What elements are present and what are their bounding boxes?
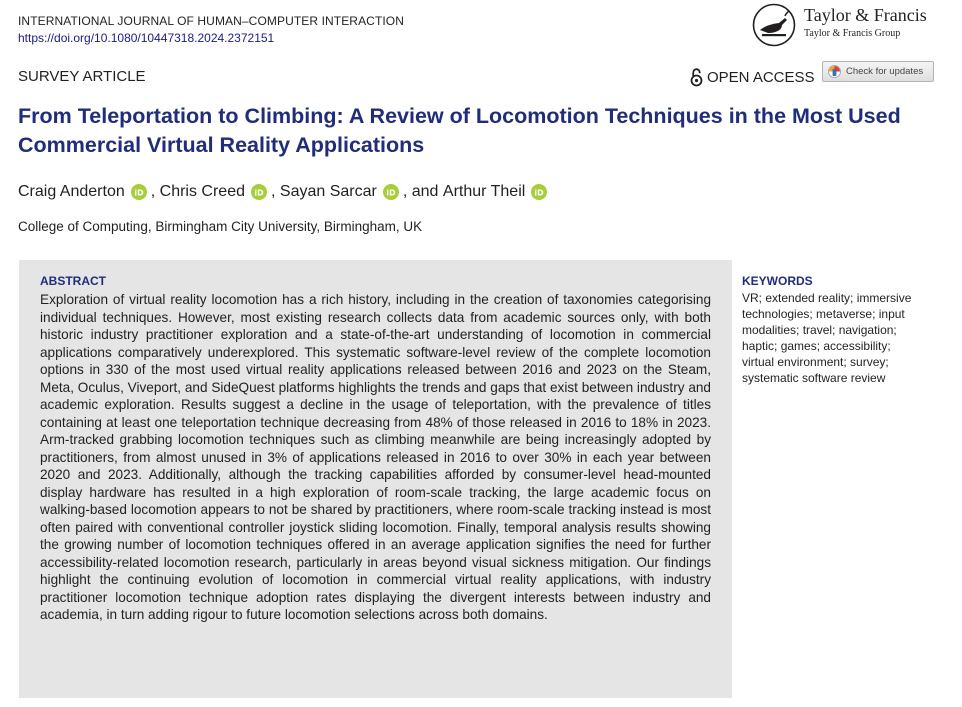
- orcid-icon[interactable]: [531, 184, 547, 200]
- author-separator: ,: [150, 183, 156, 200]
- check-for-updates-label: Check for updates: [846, 66, 924, 77]
- doi-link[interactable]: https://doi.org/10.1080/10447318.2024.2372151: [18, 31, 275, 45]
- article-type: SURVEY ARTICLE: [18, 68, 146, 85]
- publisher-group: Taylor & Francis Group: [804, 28, 901, 39]
- publisher-logo-block: [752, 3, 952, 47]
- svg-text:iD: iD: [534, 188, 544, 198]
- open-lock-icon: [690, 68, 703, 87]
- lamp-logo-icon: [752, 3, 796, 47]
- svg-text:iD: iD: [134, 188, 144, 198]
- abstract-heading: ABSTRACT: [40, 274, 106, 288]
- open-access-badge: [690, 67, 815, 87]
- author-name[interactable]: Sayan Sarcar: [279, 183, 377, 200]
- orcid-icon[interactable]: [251, 184, 267, 200]
- keywords-heading: KEYWORDS: [742, 274, 813, 288]
- journal-name: INTERNATIONAL JOURNAL OF HUMAN–COMPUTER INTERACTION: [18, 14, 405, 28]
- check-for-updates-button[interactable]: [822, 61, 934, 82]
- author-name[interactable]: Craig Anderton: [18, 183, 125, 200]
- author-separator: ,: [271, 183, 276, 200]
- abstract-text: Exploration of virtual reality locomotion has a rich history, including in the creation of taxonomies categorising individual techniques. However, most existing research collects data from academic sources only, with both historic industry practitioner exploration and a state-of-the-art understanding of locomotion in commercial applications comparatively underexplored. This systematic software-level review of the complete locomotion options in 330 of the most used virtual reality applications released between 2016 and 2023 on the Steam, Meta, Oculus, Viveport, and SideQuest platforms highlights the trends and gaps that exist between industry and academic exploration. Results suggest a decline in the usage of teleportation, with the prevalence of titles containing at least one teleportation technique decreasing from 48% of those released in 2016 to 18% in 2023. Arm-tracked grabbing locomotion techniques such as climbing meanwhile are being increasingly adopted by practitioners, from almost unused in 3% of applications released in 2016 to over 30% in each year between 2020 and 2023. Additionally, although the tracking capabilities afforded by consumer-level head-mounted display hardware has resulted in a high exploration of room-scale tracking, the large academic focus on walking-based locomotion appears to not be shared by practitioners, where room-scale tracking instead is most often paired with conventional controller joystick sliding locomotion. Finally, temporal analysis results showing the growing number of locomotion techniques offered in an average application signifies the need for further accessibility-related locomotion research, particularly in areas beyond visual sickness mitigation. Our findings highlight the continuing evolution of locomotion in commercial virtual reality applications, with industry practitioner locomotion technique adoption rates displaying the divergent interests between industry and academia, in turn adding rigour to future locomotion selections across both domains.: [40, 292, 711, 622]
- abstract-panel: [19, 260, 732, 698]
- author-name[interactable]: Arthur Theil: [442, 183, 526, 200]
- svg-text:iD: iD: [254, 188, 264, 198]
- open-access-label: OPEN ACCESS: [707, 68, 815, 86]
- author-list: [18, 183, 551, 201]
- svg-text:iD: iD: [386, 188, 396, 198]
- publisher-name: Taylor & Francis: [804, 5, 927, 25]
- author-name[interactable]: Chris Creed: [159, 183, 245, 200]
- article-title: From Teleportation to Climbing: A Review of Locomotion Techniques in the Most Used Commercial Virtual Reality Applications: [18, 104, 901, 157]
- author-separator: , and: [402, 183, 439, 200]
- crossmark-icon: [828, 65, 841, 78]
- keywords-text: VR; extended reality; immersive technologies; metaverse; input modalities; travel; navigation; haptic; games; accessibility; virtual environment; survey; systematic software review: [742, 291, 912, 385]
- affiliation: College of Computing, Birmingham City University, Birmingham, UK: [18, 219, 423, 234]
- orcid-icon[interactable]: [383, 184, 399, 200]
- orcid-icon[interactable]: [131, 184, 147, 200]
